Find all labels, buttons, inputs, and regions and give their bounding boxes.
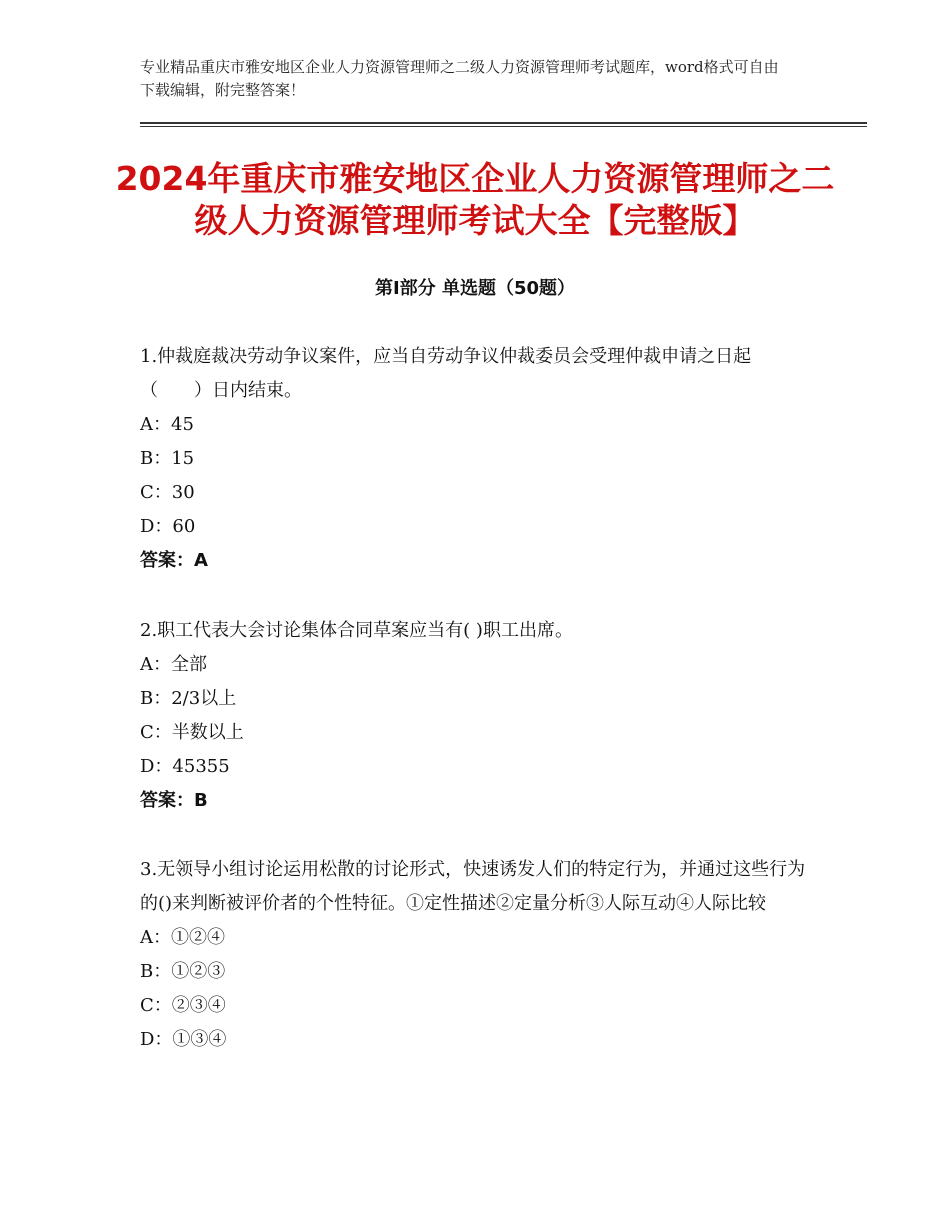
question-stem: 2.职工代表大会讨论集体合同草案应当有( )职工出席。 — [140, 620, 573, 641]
header-divider-thin — [140, 126, 867, 127]
question-1 — [140, 340, 810, 578]
header-divider — [140, 122, 867, 128]
option-d: D：45355 — [140, 756, 230, 777]
option-d: D：①③④ — [140, 1029, 227, 1050]
option-c: C：②③④ — [140, 995, 226, 1016]
question-stem: 1.仲裁庭裁决劳动争议案件，应当自劳动争议仲裁委员会受理仲裁申请之日起（ ）日内结束。 — [140, 346, 752, 401]
question-2 — [140, 614, 810, 818]
option-a: A：全部 — [140, 654, 207, 675]
header-note: 专业精品重庆市雅安地区企业人力资源管理师之二级人力资源管理师考试题库，word格式可自由下载编辑，附完整答案！ — [140, 58, 779, 99]
question-3 — [140, 853, 810, 1057]
option-b: B：①②③ — [140, 961, 226, 982]
section-heading: 第Ⅰ部分 单选题（50题） — [374, 278, 575, 299]
answer-line: 答案：B — [140, 790, 208, 811]
option-b: B：15 — [140, 448, 195, 469]
option-d: D：60 — [140, 516, 196, 537]
header-divider-thick — [140, 122, 867, 124]
document-title: 2024年重庆市雅安地区企业人力资源管理师之二级人力资源管理师考试大全【完整版】 — [115, 159, 835, 240]
question-stem: 3.无领导小组讨论运用松散的讨论形式，快速诱发人们的特定行为，并通过这些行为的()来判断被评价者的个性特征。①定性描述②定量分析③人际互动④人际比较 — [140, 859, 806, 914]
option-a: A：①②④ — [140, 927, 225, 948]
option-c: C：30 — [140, 482, 195, 503]
answer-line: 答案：A — [140, 550, 208, 571]
option-b: B：2/3以上 — [140, 688, 237, 709]
option-a: A：45 — [140, 414, 194, 435]
option-c: C：半数以上 — [140, 722, 244, 743]
